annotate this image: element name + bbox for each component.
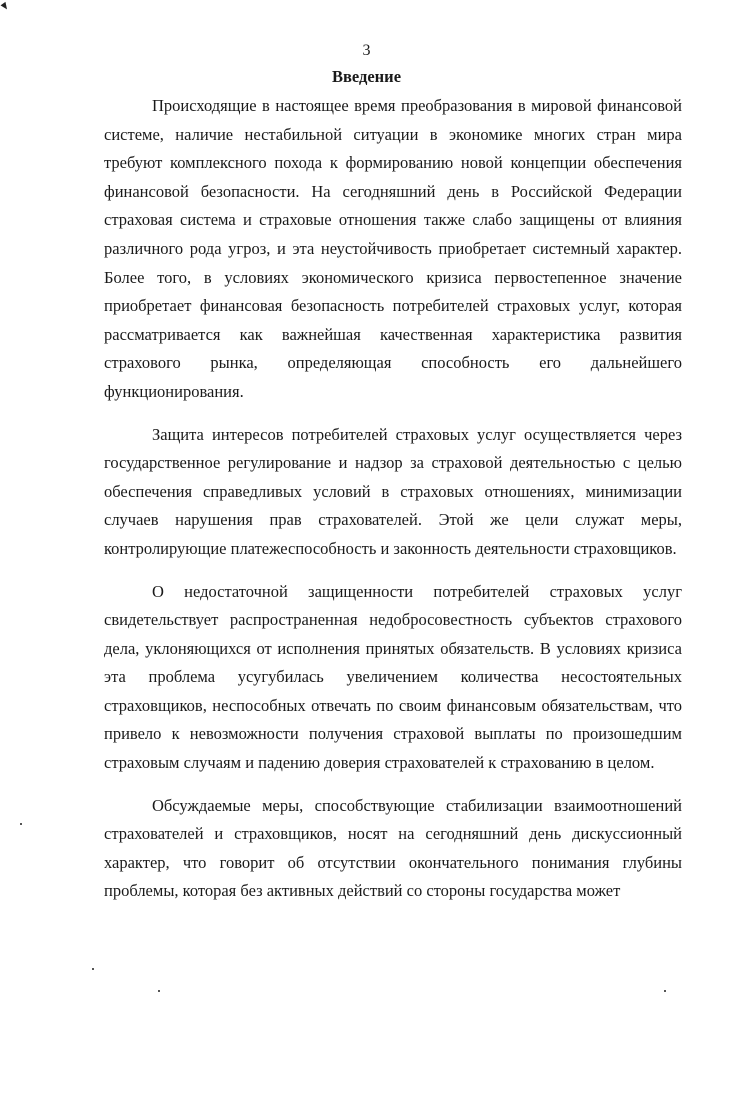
- paragraph-4: Обсуждаемые меры, способствующие стабилизации взаимоотношений страхователей и страховщиков, носят на сегодняшний день дискуссионный характер, что говорит об отсутствии окончательного понимания глубины проблемы, которая без активных действий со стороны государства может: [104, 795, 682, 901]
- scan-speck: [20, 823, 22, 825]
- scan-corner-mark: [1, 2, 10, 11]
- paragraph-1: Происходящие в настоящее время преобразования в мировой финансовой системе, наличие нестабильной ситуации в экономике многих стран мира требуют комплексного похода к формированию новой концепции обеспечения финансовой безопасности. На сегодняшний день в Российской Федерации страховая система и страховые отношения также слабо защищены от влияния различного рода угроз, и эта неустойчивость приобретает системный характер. Более того, в условиях экономического кризиса первостепенное значение приобретает финансовая безопасность потребителей страховых услуг, которая рассматривается как важнейшая качественная характеристика развития страхового рынка, определяющая способность его дальнейшего функционирования.: [104, 96, 682, 401]
- paragraph-2: Защита интересов потребителей страховых услуг осуществляется через государственное регулирование и надзор за страховой деятельностью с целью обеспечения справедливых условий в страховых отношениях, минимизации случаев нарушения прав страхователей. Этой же цели служат меры, контролирующие платежеспособность и законность деятельности страховщиков.: [104, 424, 682, 558]
- section-heading: Введение: [331, 67, 402, 86]
- page-number: 3: [362, 42, 371, 59]
- body-text: [104, 92, 682, 906]
- scan-speck: [664, 990, 666, 992]
- paragraph-3: О недостаточной защищенности потребителей страховых услуг свидетельствует распространенная недобросовестность субъектов страхового дела, уклоняющихся от исполнения принятых обязательств. В условиях кризиса эта проблема усугубилась увеличением количества несостоятельных страховщиков, неспособных отвечать по своим финансовым обязательствам, что привело к невозможности получения страховой выплаты по произошедшим страховым случаям и падению доверия страхователей к страхованию в целом.: [104, 581, 682, 773]
- scan-speck: [92, 968, 94, 970]
- scan-speck: [158, 990, 160, 992]
